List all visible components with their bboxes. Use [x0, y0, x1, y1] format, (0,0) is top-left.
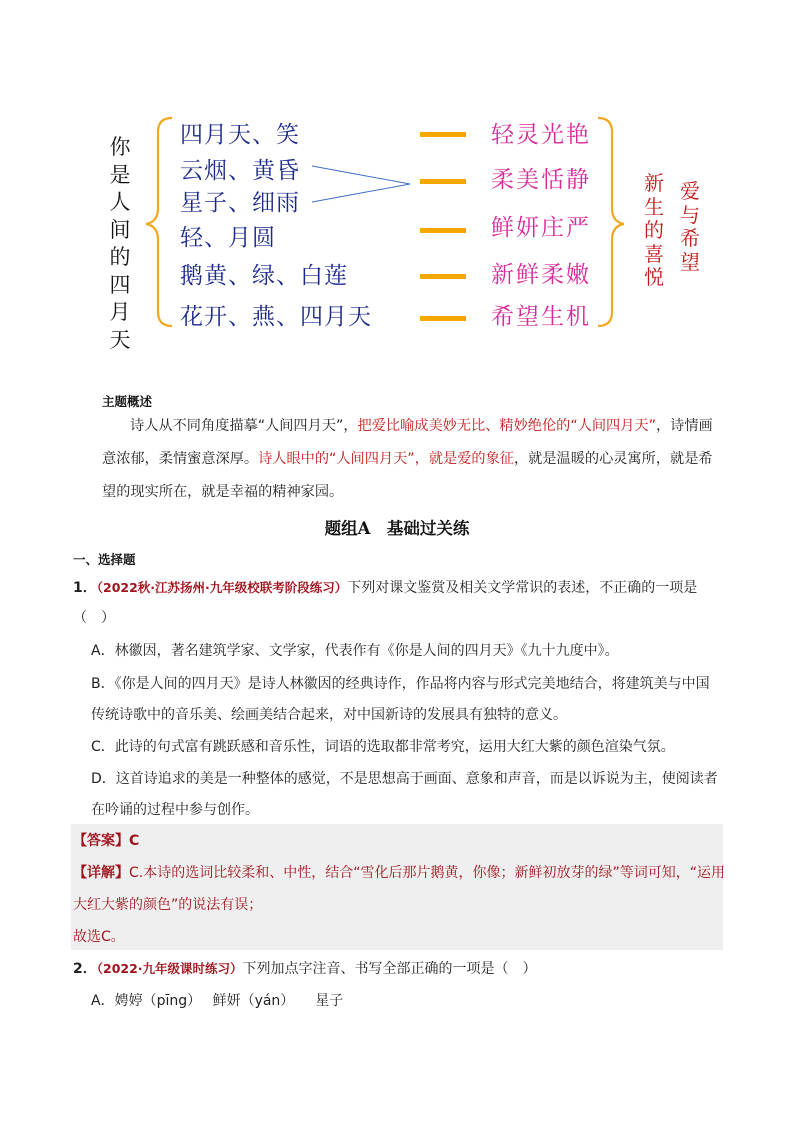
dash-1: [420, 132, 466, 137]
dash-4: [420, 274, 466, 279]
theme-text-1: 诗人从不同角度描摹“人间四月天”，: [130, 418, 358, 434]
question-2-option-a: A．娉婷（pīng） 鲜妍（yán） 星子: [91, 993, 344, 1009]
question-1-text: 下列对课文鉴赏及相关文学常识的表述，不正确的一项是: [347, 580, 698, 596]
theme-text-3: ，就是温暖的心灵寓所，就是希望的现实所在，就是幸福的精神家园。: [102, 451, 713, 500]
question-1-number: 1．: [73, 580, 97, 596]
right-term-3: 鲜妍庄严: [491, 215, 591, 241]
left-term-6: 花开、燕、四月天: [180, 304, 372, 330]
detail-text-1: C.本诗的选词比较柔和、中性，结合“雪化后那片鹅黄，你像；新鲜初放芽的绿”等词可知，“运用: [129, 865, 725, 881]
question-1-option-c: C．此诗的句式富有跳跃感和音乐性，词语的选取都非常考究，运用大红大紫的颜色渲染气氛。: [91, 739, 675, 755]
theme-heading: 主题概述: [102, 394, 153, 409]
section-choice-heading: 一、选择题: [73, 552, 136, 567]
theme-text-2: ，诗情画意浓郁，柔情蜜意深厚。: [102, 418, 713, 467]
question-1-detail-3: 故选C。: [73, 929, 125, 945]
theme-text-red-2: 诗人眼中的“人间四月天”，就是爱的象征: [258, 451, 514, 467]
question-2-source: （2022·九年级课时练习）: [96, 961, 243, 976]
right-term-4: 新鲜柔嫩: [491, 262, 591, 288]
dash-2: [420, 179, 466, 184]
question-1-option-d-cont: 在吟诵的过程中参与创作。: [91, 802, 259, 818]
left-brace: [146, 118, 172, 326]
left-term-1: 四月天、笑: [180, 122, 300, 148]
connector-line-1: [312, 166, 410, 184]
right-term-5: 希望生机: [491, 304, 591, 330]
left-term-3: 星子、细雨: [180, 190, 300, 216]
summary-new-life: 新生的喜悦: [644, 171, 664, 289]
question-2-text: 下列加点字注音、书写全部正确的一项是（ ）: [242, 961, 537, 977]
question-1-bracket: （ ）: [73, 610, 115, 626]
summary-love-hope: 爱与希望: [680, 179, 700, 274]
group-title: 题组A 基础过关练: [324, 519, 470, 538]
left-term-2: 云烟、黄昏: [180, 158, 300, 184]
theme-text-red-1: 把爱比喻成美妙无比、精妙绝伦的“人间四月天”: [357, 418, 656, 434]
question-1-option-d: D．这首诗追求的美是一种整体的感觉，不是思想高于画面、意象和声音，而是以诉说为主，使阅读者: [91, 771, 718, 787]
question-1-source: （2022秋·江苏扬州·九年级校联考阶段练习）: [96, 580, 348, 595]
question-1-option-b-cont: 传统诗歌中的音乐美、绘画美结合起来，对中国新诗的发展具有独特的意义。: [91, 707, 567, 723]
question-2-stem: [73, 958, 537, 978]
detail-label: 【详解】: [73, 865, 129, 881]
question-1-option-a: A．林徽因，著名建筑学家、文学家，代表作有《你是人间的四月天》《九十九度中》。: [91, 643, 619, 659]
question-2-number: 2．: [73, 961, 97, 977]
right-brace: [598, 118, 624, 326]
left-term-4: 轻、月圆: [180, 225, 276, 251]
question-1-option-b: B．《你是人间的四月天》是诗人林徽因的经典诗作，作品将内容与形式完美地结合，将建筑美与中国: [91, 676, 710, 692]
theme-paragraph: [102, 410, 720, 509]
question-1-detail-1: [73, 862, 725, 882]
answer-box: [71, 824, 723, 950]
diagram-title-vertical: 你是人间的四月天: [109, 135, 131, 352]
left-term-5: 鹅黄、绿、白莲: [180, 263, 348, 289]
question-1-detail-2: 大红大紫的颜色”的说法有误；: [73, 897, 263, 913]
right-term-1: 轻灵光艳: [491, 122, 591, 148]
diagram-lines: [0, 0, 794, 360]
question-1-answer: [73, 830, 139, 850]
right-term-2: 柔美恬静: [491, 167, 591, 193]
question-1-stem: [73, 577, 697, 597]
answer-label: 【答案】: [73, 833, 129, 849]
answer-value: C: [129, 833, 140, 849]
dash-3: [420, 228, 466, 233]
dash-5: [420, 316, 466, 321]
connector-line-2: [312, 184, 410, 202]
